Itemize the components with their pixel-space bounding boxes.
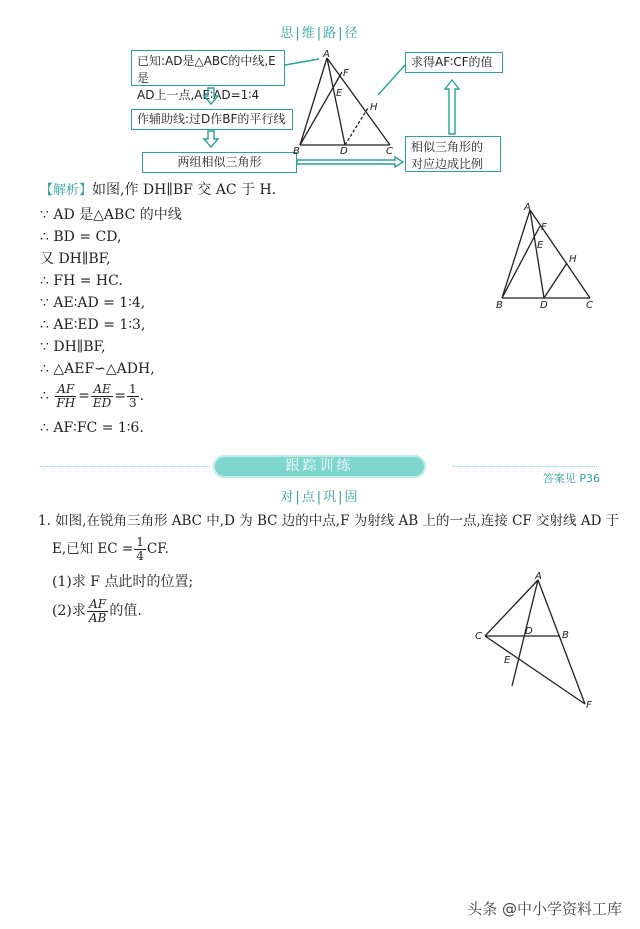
sol-label-B: B <box>496 300 503 311</box>
p1-label-D: D <box>525 626 533 637</box>
solution-line-6: ∴ AE∶ED = 1∶3, <box>40 317 146 333</box>
p1-label-A: A <box>535 571 542 582</box>
label-C: C <box>386 146 393 157</box>
solution-intro-line <box>40 180 276 201</box>
solution-line-1: ∵ AD 是△ABC 的中线 <box>40 207 182 223</box>
sol-label-F: F <box>541 222 547 233</box>
down-arrow-1 <box>204 88 218 104</box>
sol-label-E: E <box>537 240 544 251</box>
two-similar-text: 两组相似三角形 <box>177 155 262 169</box>
label-D: D <box>340 146 348 157</box>
down-arrow-2 <box>204 131 218 147</box>
p1-label-C: C <box>475 631 482 642</box>
training-subheading: 对|点|巩|固 <box>280 490 360 505</box>
sol-label-A: A <box>524 202 531 213</box>
sol-label-H: H <box>569 254 577 265</box>
label-E: E <box>336 88 343 99</box>
solution-tag: 【解析】 <box>40 183 93 198</box>
solution-line-3: 又 DH∥BF, <box>40 251 111 267</box>
training-banner: 跟踪训练 <box>213 455 426 478</box>
label-A: A <box>323 50 330 60</box>
divider-left <box>40 466 210 467</box>
aux-line-text: 作辅助线:过D作BF的平行线 <box>137 112 286 126</box>
answer-reference: 答案见 P36 <box>542 472 600 485</box>
solution-line-5: ∵ AE∶AD = 1∶4, <box>40 295 146 311</box>
given-line-1: 已知:AD是△ABC的中线,E是 <box>137 54 276 85</box>
problem1-line2-post: CF. <box>146 541 169 557</box>
problem1-q1: (1)求 F 点此时的位置; <box>52 574 194 590</box>
solution-triangle-figure <box>490 198 602 313</box>
problem1-q2-post: 的值. <box>109 603 142 619</box>
label-B: B <box>293 146 300 157</box>
label-F: F <box>343 68 349 79</box>
p1-label-E: E <box>504 655 511 666</box>
sol-label-C: C <box>586 300 593 311</box>
ratio-end: . <box>139 388 145 404</box>
find-text: 求得AF∶CF的值 <box>411 55 493 69</box>
p1-label-F: F <box>586 700 592 711</box>
thinking-heading: 思|维|路|径 <box>280 26 360 41</box>
eq-1: = <box>78 388 90 404</box>
fraction-1-3: $\frac{1}{3}$ <box>129 381 137 410</box>
p1-label-B: B <box>562 630 569 641</box>
up-arrow <box>445 80 459 134</box>
eq-2: = <box>114 388 127 404</box>
ratio-line-1: 相似三角形的 <box>411 140 484 154</box>
problem1-figure <box>470 568 600 713</box>
right-arrow <box>297 157 403 167</box>
ratio-line-2: 对应边成比例 <box>411 157 484 171</box>
solution-line-4: ∴ FH = HC. <box>40 273 123 289</box>
solution-line-7: ∵ DH∥BF, <box>40 339 106 355</box>
divider-right <box>452 466 597 467</box>
solution-line-2: ∴ BD = CD, <box>40 229 122 245</box>
thinking-triangle-figure <box>290 50 400 158</box>
problem1-line1: 1. 如图,在锐角三角形 ABC 中,D 为 BC 边的中点,F 为射线 AB 上的一点,连接 CF 交射线 AD 于 <box>38 513 620 529</box>
fraction-one-quarter: $\frac{1}{4}$ <box>136 535 144 563</box>
problem1-q2 <box>52 596 142 626</box>
problem1-line2 <box>52 534 169 564</box>
problem1-line2-pre: E,已知 EC = <box>52 541 134 557</box>
watermark: 头条 @中小学资料工库 <box>467 900 622 918</box>
solution-intro: 如图,作 DH∥BF 交 AC 于 H. <box>92 182 277 198</box>
solution-final: ∴ AF∶FC = 1∶6. <box>40 420 144 436</box>
ratio-prefix: ∴ <box>40 388 49 404</box>
fraction-ae-ed: $\frac{AE}{ED}$ <box>92 381 112 410</box>
sol-label-D: D <box>540 300 548 311</box>
label-H: H <box>370 102 378 113</box>
ratio-equation <box>40 381 144 413</box>
given-line-2: AD上一点,AE∶AD=1∶4 <box>137 88 260 102</box>
fraction-af-ab: $\frac{AF}{AB}$ <box>88 596 107 625</box>
solution-line-8: ∴ △AEF∽△ADH, <box>40 361 155 377</box>
fraction-af-fh: $\frac{AF}{FH}$ <box>56 381 76 410</box>
problem1-q2-pre: (2)求 <box>52 603 86 619</box>
